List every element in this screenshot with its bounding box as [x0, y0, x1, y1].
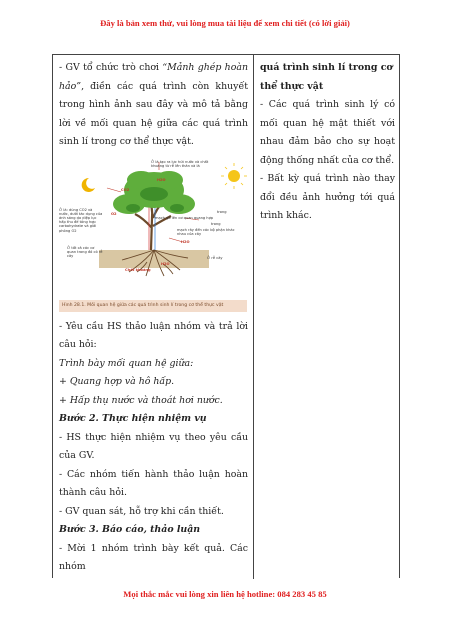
figure-caption: Hình 28.1. Mối quan hệ giữa các quá trình sinh lí trong cơ thể thực vật	[59, 300, 247, 312]
label-co2: CO2	[121, 187, 130, 192]
right-heading: quá trình sinh lí trong cơ thể thực vật	[260, 62, 393, 92]
product-column	[254, 55, 400, 579]
game-name: “Mảnh ghép hoàn hảo”	[59, 62, 248, 92]
game-intro-prefix: - GV tổ chức trò chơi	[59, 62, 163, 73]
right-point: - Bất kỳ quá trình nào thay đổi đều ảnh hưởng tới quá trình khác.	[260, 173, 395, 221]
step2-title: Bước 2. Thực hiện nhiệm vụ	[59, 413, 207, 424]
label-h2o-mid: H2O	[181, 239, 190, 244]
step3-title: Bước 3. Báo cáo, thảo luận	[59, 524, 201, 535]
label-h2o-top: H2O	[157, 177, 166, 182]
step2-item: - Các nhóm tiến hành thảo luận hoàn thành câu hỏi.	[59, 468, 248, 498]
sun-icon	[228, 170, 240, 182]
game-intro	[59, 59, 248, 152]
label-trong: trong	[217, 209, 227, 214]
step2-item: - HS thực hiện nhiệm vụ theo yêu cầu của GV.	[59, 431, 248, 461]
label-leaf-transpiration: Ở lá tạo ra lực hút nước và chất khoáng từ rễ lên thân và lá	[151, 159, 209, 168]
label-respiration: Ở tất cả các cơ quan trong đó có rễ cây	[67, 245, 103, 258]
label-phloem: mạch rây đến các bộ phận khác nhau của cây	[177, 227, 235, 236]
task-prompt: Trình bày mối quan hệ giữa:	[59, 357, 194, 369]
label-minerals: Chất khoáng	[125, 267, 151, 272]
right-point: - Các quá trình sinh lý có mối quan hệ mật thiết với nhau đảm bảo cho sự hoạt động thống nhất của cơ thể.	[260, 99, 395, 166]
task-intro: - Yêu cầu HS thảo luận nhóm và trả lời câu hỏi:	[59, 320, 248, 350]
step2-item: - GV quan sát, hỗ trợ khi cần thiết.	[59, 505, 224, 517]
soil	[99, 250, 209, 268]
teacher-activity-column	[53, 55, 253, 579]
plant-physiology-figure	[59, 158, 247, 296]
label-h2o-root: H2O	[161, 261, 170, 266]
label-xylem: mạch gỗ lên cơ quan quang hợp	[155, 215, 214, 220]
lesson-table	[52, 54, 400, 578]
label-stem: trong	[211, 221, 221, 226]
hotline-banner: Mọi thắc mắc vui lòng xin liên hệ hotline: 084 283 45 85	[123, 589, 327, 599]
task-item: + Hấp thụ nước và thoát hơi nước.	[59, 394, 223, 406]
step3-item: - Mời 1 nhóm trình bày kết quả. Các nhóm	[59, 542, 248, 572]
task-item: + Quang hợp và hô hấp.	[59, 376, 175, 387]
preview-banner: Đây là bản xem thử, vui lòng mua tài liệu để xem chi tiết (có lời giải)	[100, 18, 350, 28]
label-o2: O2	[111, 211, 117, 216]
label-photosynthesis: Ở lá: dùng CO2 và nước, dưới tác dụng của ánh sáng do diệp lục hấp thu để tổng hợp carbohydrate và giải phóng O2	[59, 207, 103, 233]
label-root: Ở rễ cây	[207, 255, 223, 260]
game-intro-rest: , điền các quá trình còn khuyết trong hình ảnh sau đây và mô tả bằng lời về mối quan hệ giữa các quá trình sinh lí trong cơ thể thực vật.	[59, 80, 248, 147]
moon-icon	[82, 177, 95, 191]
